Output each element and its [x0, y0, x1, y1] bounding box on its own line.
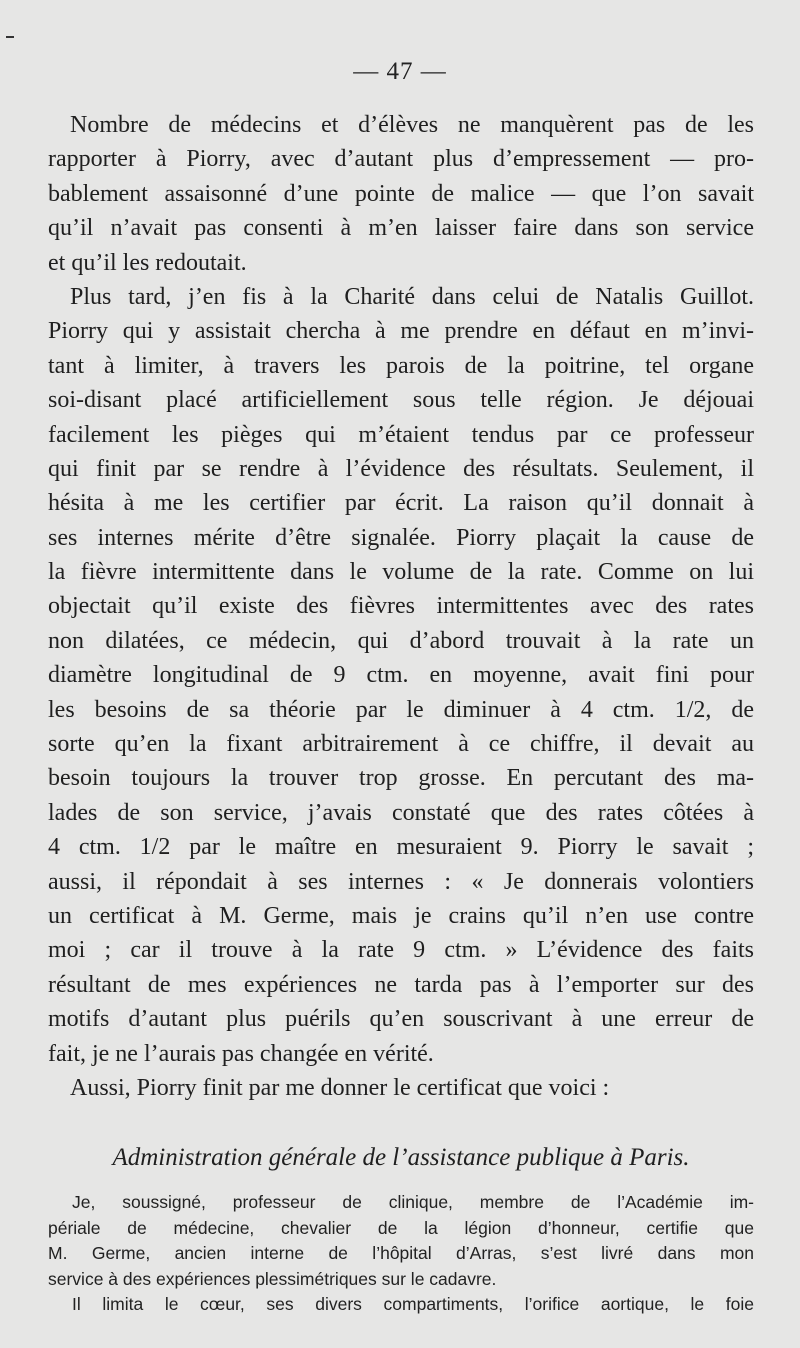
certificate-line: Il limita le cœur, ses divers compartiments, l’orifice aortique, le foie: [72, 1294, 754, 1315]
text-line: aussi, il répondait à ses internes : « Je donnerais volontiers: [48, 868, 754, 895]
text-line: facilement les pièges qui m’étaient tendus par ce professeur: [48, 421, 754, 448]
text-line: tant à limiter, à travers les parois de la poitrine, tel organe: [48, 352, 754, 379]
text-line: Plus tard, j’en fis à la Charité dans celui de Natalis Guillot.: [70, 283, 754, 310]
text-line: résultant de mes expériences ne tarda pas à l’emporter sur des: [48, 971, 754, 998]
text-line: non dilatées, ce médecin, qui d’abord trouvait à la rate un: [48, 627, 754, 654]
certificate-line: M. Germe, ancien interne de l’hôpital d’Arras, s’est livré dans mon: [48, 1243, 754, 1264]
text-line: la fièvre intermittente dans le volume de la rate. Comme on lui: [48, 559, 754, 586]
certificate-line: service à des expériences plessimétriques sur le cadavre.: [48, 1268, 497, 1289]
scan-edge-mark: [6, 36, 14, 38]
text-line: les besoins de sa théorie par le diminuer à 4 ctm. 1/2, de: [48, 696, 754, 723]
certificate-text: [48, 1190, 754, 1318]
text-line: qu’il n’avait pas consenti à m’en laisser faire dans son service: [48, 215, 754, 242]
text-line: rapporter à Piorry, avec d’autant plus d’empressement — pro-: [48, 146, 754, 173]
text-line: Piorry qui y assistait chercha à me prendre en défaut en m’invi-: [48, 318, 754, 345]
text-line: Nombre de médecins et d’élèves ne manquèrent pas de les: [70, 112, 754, 138]
text-line: fait, je ne l’aurais pas changée en vérité.: [48, 1040, 434, 1067]
text-line: et qu’il les redoutait.: [48, 249, 247, 276]
text-line: qui finit par se rendre à l’évidence des résultats. Seulement, il: [48, 455, 754, 482]
text-line: sorte qu’en la fixant arbitrairement à ce chiffre, il devait au: [48, 731, 754, 758]
page-number: — 47 —: [353, 58, 447, 85]
text-line: lades de son service, j’avais constaté que des rates côtées à: [48, 799, 754, 826]
text-line: motifs d’autant plus puérils qu’en souscrivant à une erreur de: [48, 1006, 754, 1033]
text-line: objectait qu’il existe des fièvres intermittentes avec des rates: [48, 593, 754, 620]
text-line: 4 ctm. 1/2 par le maître en mesuraient 9. Piorry le savait ;: [48, 834, 754, 861]
certificate-line: périale de médecine, chevalier de la légion d’honneur, certifie que: [48, 1217, 754, 1238]
text-line: soi-disant placé artificiellement sous telle région. Je déjouai: [48, 387, 754, 414]
text-line: diamètre longitudinal de 9 ctm. en moyenne, avait fini pour: [48, 662, 754, 689]
certificate-line: Je, soussigné, professeur de clinique, membre de l’Académie im-: [72, 1192, 754, 1212]
text-line: hésita à me les certifier par écrit. La raison qu’il donnait à: [48, 490, 754, 517]
text-line: bablement assaisonné d’une pointe de malice — que l’on savait: [48, 180, 754, 207]
text-line: besoin toujours la trouver trop grosse. En percutant des ma-: [48, 765, 754, 792]
text-line: ses internes mérite d’être signalée. Piorry plaçait la cause de: [48, 524, 754, 551]
body-text: [48, 108, 754, 1105]
text-line: moi ; car il trouve à la rate 9 ctm. » L’évidence des faits: [48, 937, 754, 964]
text-line: Aussi, Piorry finit par me donner le certificat que voici :: [70, 1074, 610, 1101]
section-heading: Administration générale de l’assistance publique à Paris.: [112, 1144, 690, 1171]
text-line: un certificat à M. Germe, mais je crains qu’il n’en use contre: [48, 902, 754, 929]
